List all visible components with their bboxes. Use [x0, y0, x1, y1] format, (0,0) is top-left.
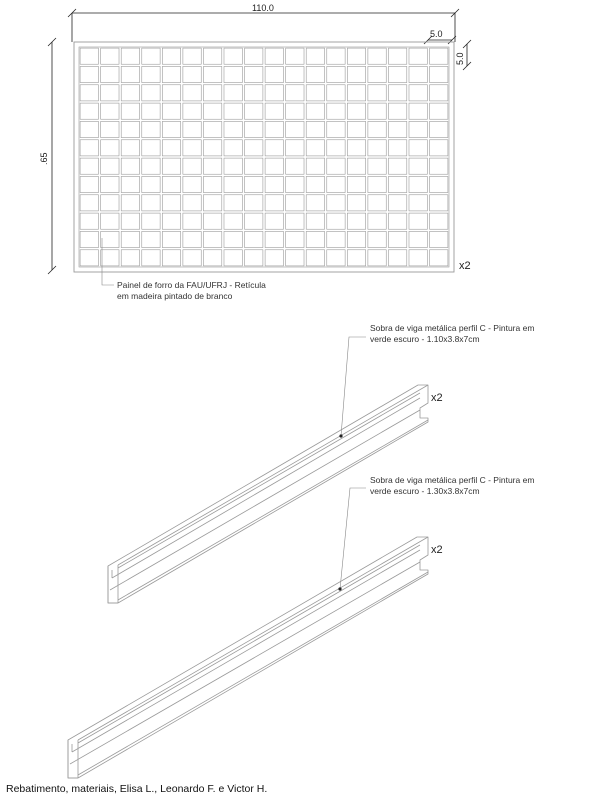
panel-grid-cell [430, 158, 448, 174]
panel-grid-cell [409, 250, 427, 266]
panel-grid-cell [162, 195, 180, 211]
panel-grid-cell [409, 85, 427, 101]
beam-1-note [370, 323, 534, 345]
panel-grid-cell [142, 121, 160, 137]
panel-grid-cell [245, 158, 263, 174]
panel-grid-cell [121, 85, 139, 101]
panel-grid-cell [224, 121, 242, 137]
panel-grid-cell [388, 48, 406, 64]
panel-grid-cell [327, 48, 345, 64]
panel-grid-cell [347, 121, 365, 137]
panel-grid-cell [430, 176, 448, 192]
panel-grid-cell [286, 231, 304, 247]
panel-grid-cell [245, 176, 263, 192]
panel-grid-cell [368, 66, 386, 82]
panel-border-top-dimension: 5.0 [430, 29, 443, 39]
panel-grid-cell [224, 140, 242, 156]
panel-grid-cell [80, 66, 98, 82]
panel-grid-cell [347, 158, 365, 174]
panel-grid-cell [203, 250, 221, 266]
beam-note-leaders [340, 337, 366, 589]
panel-grid-cell [224, 85, 242, 101]
panel-grid-cell [245, 85, 263, 101]
panel-grid-cell [142, 213, 160, 229]
panel-grid-cell [388, 176, 406, 192]
panel-grid-cell [368, 250, 386, 266]
panel-grid-cell [80, 176, 98, 192]
panel-grid-cell [265, 66, 283, 82]
panel-grid-cell [327, 213, 345, 229]
beam-2-note [370, 475, 534, 497]
panel-grid-cell [409, 176, 427, 192]
panel-grid-cell [327, 158, 345, 174]
panel-grid-cell [162, 48, 180, 64]
panel-grid-cell [162, 66, 180, 82]
panel-grid-cell [347, 231, 365, 247]
panel-grid-cell [142, 140, 160, 156]
panel-grid-cell [265, 213, 283, 229]
panel-grid-cell [286, 66, 304, 82]
panel-grid-cell [286, 48, 304, 64]
panel-grid-cell [347, 213, 365, 229]
panel-grid-cell [388, 231, 406, 247]
beam-1-note-line2: verde escuro - 1.10x3.8x7cm [370, 334, 480, 344]
panel-grid-cell [286, 158, 304, 174]
panel-grid-cell [430, 231, 448, 247]
panel-grid-cell [388, 250, 406, 266]
beam-2-outline [68, 537, 428, 778]
panel-grid-cell [245, 103, 263, 119]
panel-grid-cell [101, 176, 119, 192]
panel-grid-cell [327, 85, 345, 101]
panel-grid-cell [101, 66, 119, 82]
panel-grid-cell [203, 121, 221, 137]
panel-grid-cell [183, 121, 201, 137]
panel-grid-cell [347, 103, 365, 119]
panel-grid-cell [368, 103, 386, 119]
panel-grid-cell [224, 103, 242, 119]
panel-grid-cell [101, 48, 119, 64]
panel-grid-cell [121, 158, 139, 174]
panel-width-dimension: 110.0 [252, 3, 274, 13]
panel-grid-cells [80, 48, 448, 266]
panel-grid-cell [203, 195, 221, 211]
panel-grid-cell [265, 158, 283, 174]
panel-grid-cell [306, 195, 324, 211]
panel-grid-cell [203, 140, 221, 156]
panel-note [117, 280, 266, 302]
panel-grid-cell [183, 176, 201, 192]
panel-grid-cell [327, 121, 345, 137]
panel-note-leader [102, 238, 114, 285]
beam-2-quantity: x2 [431, 544, 443, 556]
panel-grid-cell [430, 195, 448, 211]
panel-grid-cell [306, 103, 324, 119]
beam-2-leader-dot [338, 587, 341, 590]
panel-grid-cell [327, 195, 345, 211]
panel-grid-cell [101, 231, 119, 247]
panel-grid-cell [388, 103, 406, 119]
panel-grid-cell [245, 195, 263, 211]
panel-grid-cell [224, 250, 242, 266]
panel-grid-cell [388, 140, 406, 156]
panel-grid-cell [80, 213, 98, 229]
panel-grid-cell [142, 231, 160, 247]
panel-grid-cell [162, 140, 180, 156]
panel-grid-cell [368, 195, 386, 211]
panel-grid-cell [183, 195, 201, 211]
panel-grid-cell [203, 66, 221, 82]
panel-grid-cell [203, 85, 221, 101]
panel-grid-cell [265, 195, 283, 211]
panel-grid-cell [142, 195, 160, 211]
panel-grid-cell [80, 48, 98, 64]
panel-inner-frame [79, 47, 449, 267]
panel-grid-cell [224, 195, 242, 211]
panel-grid-cell [80, 121, 98, 137]
beam-1-quantity: x2 [431, 392, 443, 404]
panel-grid-cell [245, 121, 263, 137]
panel-grid-cell [409, 158, 427, 174]
panel-grid-cell [409, 103, 427, 119]
panel-grid-cell [142, 48, 160, 64]
panel-grid-cell [245, 140, 263, 156]
panel-grid-cell [265, 85, 283, 101]
panel-grid-cell [265, 103, 283, 119]
panel-grid-cell [265, 176, 283, 192]
panel-grid-cell [430, 213, 448, 229]
panel-grid-cell [388, 213, 406, 229]
panel-grid-cell [368, 121, 386, 137]
panel-grid-cell [306, 213, 324, 229]
panel-grid-cell [101, 158, 119, 174]
panel-grid-cell [265, 121, 283, 137]
panel-grid-cell [142, 103, 160, 119]
panel-grid-cell [101, 195, 119, 211]
panel-grid-cell [80, 85, 98, 101]
panel-grid-cell [430, 250, 448, 266]
panel-grid-cell [347, 176, 365, 192]
panel-border-side-dimension: 5.0 [455, 52, 465, 65]
beam-2-note-line1: Sobra de viga metálica perfil C - Pintura em [370, 475, 535, 485]
ceiling-panel [74, 42, 454, 272]
panel-grid-cell [327, 66, 345, 82]
panel-grid-cell [162, 103, 180, 119]
panel-grid-cell [286, 213, 304, 229]
panel-grid-cell [80, 231, 98, 247]
panel-grid-cell [245, 213, 263, 229]
panel-grid-cell [430, 48, 448, 64]
panel-grid-cell [347, 66, 365, 82]
panel-grid-cell [347, 250, 365, 266]
panel-grid-cell [80, 158, 98, 174]
panel-grid-cell [101, 103, 119, 119]
panel-grid-cell [101, 85, 119, 101]
panel-grid-cell [306, 250, 324, 266]
drawing-caption: Rebatimento, materiais, Elisa L., Leonardo F. e Victor H. [6, 783, 268, 795]
panel-grid-cell [368, 213, 386, 229]
panel-grid-cell [306, 85, 324, 101]
panel-height-dimension: .65 [39, 152, 49, 165]
panel-grid-cell [224, 158, 242, 174]
panel-grid-cell [80, 140, 98, 156]
panel-grid-cell [430, 66, 448, 82]
panel-grid-cell [368, 48, 386, 64]
panel-grid-cell [306, 231, 324, 247]
panel-grid-cell [368, 140, 386, 156]
panel-grid-cell [162, 176, 180, 192]
panel-grid-cell [286, 103, 304, 119]
panel-outer-frame [74, 42, 454, 272]
panel-grid-cell [183, 231, 201, 247]
panel-grid-cell [409, 121, 427, 137]
panel-grid-cell [286, 176, 304, 192]
panel-grid-cell [162, 250, 180, 266]
panel-grid-cell [224, 213, 242, 229]
panel-grid-cell [142, 250, 160, 266]
panel-grid-cell [368, 231, 386, 247]
panel-grid-cell [347, 48, 365, 64]
panel-grid-cell [142, 66, 160, 82]
panel-grid-cell [368, 176, 386, 192]
panel-grid-cell [306, 66, 324, 82]
panel-grid-cell [80, 103, 98, 119]
panel-grid-cell [101, 250, 119, 266]
panel-grid-cell [101, 213, 119, 229]
panel-grid-cell [286, 195, 304, 211]
panel-grid-cell [286, 250, 304, 266]
panel-grid-cell [162, 231, 180, 247]
panel-grid-cell [121, 231, 139, 247]
panel-grid-cell [162, 121, 180, 137]
panel-grid-cell [388, 121, 406, 137]
panel-grid-cell [327, 250, 345, 266]
panel-grid-cell [409, 66, 427, 82]
panel-grid-cell [265, 231, 283, 247]
panel-grid-cell [142, 85, 160, 101]
panel-grid-cell [203, 103, 221, 119]
panel-grid-cell [409, 48, 427, 64]
panel-grid-cell [368, 158, 386, 174]
panel-grid-cell [347, 195, 365, 211]
panel-grid-cell [101, 121, 119, 137]
panel-grid-cell [409, 213, 427, 229]
panel-grid-cell [183, 103, 201, 119]
panel-grid-cell [162, 213, 180, 229]
panel-grid-cell [286, 85, 304, 101]
panel-grid-cell [121, 66, 139, 82]
panel-grid-cell [327, 176, 345, 192]
panel-grid-cell [142, 176, 160, 192]
panel-grid-cell [121, 103, 139, 119]
panel-grid-cell [327, 140, 345, 156]
panel-grid-cell [286, 140, 304, 156]
panel-grid-cell [183, 140, 201, 156]
panel-grid-cell [388, 85, 406, 101]
panel-grid-cell [430, 85, 448, 101]
panel-grid-cell [245, 250, 263, 266]
panel-grid-cell [409, 195, 427, 211]
panel-grid-cell [265, 140, 283, 156]
panel-quantity: x2 [459, 260, 471, 272]
panel-grid-cell [121, 250, 139, 266]
panel-grid-cell [80, 195, 98, 211]
beam-1-note-line1: Sobra de viga metálica perfil C - Pintura em [370, 323, 535, 333]
panel-grid-cell [245, 66, 263, 82]
panel-dimensions [48, 9, 471, 274]
panel-grid-cell [347, 140, 365, 156]
panel-grid-cell [388, 66, 406, 82]
panel-grid-cell [430, 140, 448, 156]
panel-grid-cell [183, 213, 201, 229]
panel-grid-cell [142, 158, 160, 174]
panel-grid-cell [183, 158, 201, 174]
panel-grid-cell [121, 48, 139, 64]
panel-grid-cell [162, 158, 180, 174]
panel-grid-cell [183, 48, 201, 64]
panel-grid-cell [80, 250, 98, 266]
panel-grid-cell [430, 121, 448, 137]
beam-1-leader [341, 337, 366, 436]
panel-note-line2: em madeira pintado de branco [117, 291, 233, 301]
panel-grid-cell [203, 158, 221, 174]
panel-grid-cell [347, 85, 365, 101]
steel-beam-2 [68, 537, 428, 778]
panel-grid-cell [203, 48, 221, 64]
panel-grid-cell [306, 48, 324, 64]
panel-note-line1: Painel de forro da FAU/UFRJ - Retícula [117, 280, 266, 290]
panel-grid-cell [409, 140, 427, 156]
panel-grid-cell [224, 66, 242, 82]
panel-grid-cell [245, 48, 263, 64]
panel-grid-cell [388, 195, 406, 211]
panel-grid-cell [183, 250, 201, 266]
panel-grid-cell [203, 176, 221, 192]
panel-grid-cell [121, 176, 139, 192]
panel-grid-cell [162, 85, 180, 101]
panel-grid-cell [183, 66, 201, 82]
panel-grid-cell [306, 176, 324, 192]
beam-1-leader-dot [339, 434, 342, 437]
panel-grid-cell [203, 231, 221, 247]
panel-grid-cell [306, 140, 324, 156]
panel-grid-cell [286, 121, 304, 137]
panel-grid-cell [265, 48, 283, 64]
panel-grid-cell [183, 85, 201, 101]
beam-2-note-line2: verde escuro - 1.30x3.8x7cm [370, 486, 480, 496]
panel-grid-cell [121, 121, 139, 137]
panel-grid-cell [224, 48, 242, 64]
panel-grid-cell [101, 140, 119, 156]
panel-grid-cell [224, 231, 242, 247]
panel-grid-cell [121, 195, 139, 211]
panel-grid-cell [327, 231, 345, 247]
panel-grid-cell [327, 103, 345, 119]
panel-grid-cell [430, 103, 448, 119]
panel-grid-cell [306, 121, 324, 137]
panel-grid-cell [265, 250, 283, 266]
panel-grid-cell [388, 158, 406, 174]
panel-grid-cell [224, 176, 242, 192]
panel-grid-cell [306, 158, 324, 174]
panel-grid-cell [203, 213, 221, 229]
panel-grid-cell [409, 231, 427, 247]
panel-grid-cell [368, 85, 386, 101]
panel-grid-cell [245, 231, 263, 247]
panel-grid-cell [121, 140, 139, 156]
panel-grid-cell [121, 213, 139, 229]
